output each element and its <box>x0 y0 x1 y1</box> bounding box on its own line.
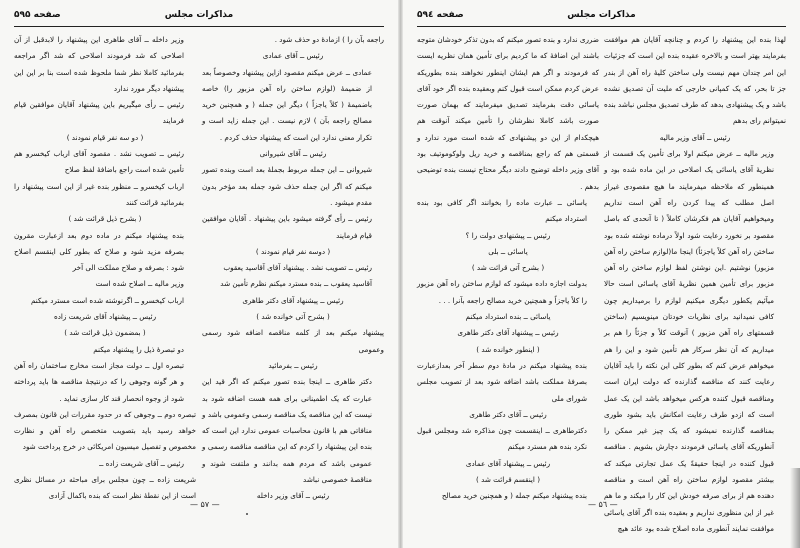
paragraph: شیروانی ــ این جمله مربوط بجملهٔ بعد است وبنده تصور میکنم که اگر این جمله حذف شود جمله بعد مؤخر بدون مقدم میشود . <box>202 165 372 207</box>
paragraph: ( اینطور خوانده شد ) <box>476 344 540 354</box>
paragraph: تبصره دوم ــ وجوهی که در حدود مقررات این قانون بمصرف خواهد رسید باید بتصویب متخصص راه آهن و نظارت مخصوص و تفصیل میسیون امریکائی در خرج پرداخت شود <box>14 409 196 452</box>
paragraph: رئیس ــ آقای شیروانی <box>259 149 327 159</box>
paragraph: رئیس ــ پیشنهاد آقای شریعت زاده <box>53 312 157 322</box>
paragraph: رئیس ــ آقای شریعت زاده ــ <box>99 458 184 468</box>
paragraph: بنده پیشنهاد میکنم در مادهٔ دوم سطر آخر بعدازعبارت بصرفهٔ مملکت باشد اضافه شود بعد از تصویب مجلس شورای ملی <box>417 360 587 403</box>
paragraph: یاسائی ــ عبارت ماده را بخوانند اگر کافی بود بنده استرداد میکنم <box>417 197 587 224</box>
page-footer-number: — ۵٦ — <box>588 500 618 509</box>
paragraph: بنده پیشنهاد میکنم در ماده دوم بعد ازعبارت مقرون بصرفه مزید شود و صلاح که بطور کلی اینقسم اصلاح شود : بصرفه و صلاح مملکت الی آخر <box>14 230 184 273</box>
paragraph: بنده پیشنهاد میکنم جمله ( و همچنین خرید مصالح <box>441 491 587 501</box>
paragraph: وزیر مالیه ــ اصلاح شده است <box>95 279 184 289</box>
paragraph: ضرری ندارد و بنده تصور میکنم که بدون تذکر خودشان متوجه باشند این اضافهٔ که ما کردیم برای تأمین همان نظریه ایست که فرمودند و اگر هم ایشان اینطور نخواهند بنده بطوریکه عرض کردم ممکن است قبول کنم وبعقیده بنده اگر خود آقای یاسائی دقت بفرمایند تصدیق میفرمایند که بهمان صورت صورت باشد کاملا نظرشان را تأمین میکند آنوقت هم هیچکدام از این دو پیشنهادی که شده است مورد ندارد و قسمتی هم که راجع بمناقصه و خرید ریل ولوکوموتیف بود آقای وزیر داخله توضیح دادند دیگر محتاج نیست بنده توضیحی بدهم . <box>417 35 599 191</box>
paragraph: ارباب کیخسرو ــ اگرنوشته شده است مسترد میکنم <box>30 295 184 305</box>
right-page <box>403 0 800 548</box>
running-title: مذاکرات مجلس <box>164 10 234 20</box>
paragraph: دکتر طاهری ــ اینجا بنده تصور میکنم که اگر قید این عبارت که یک اطمینانی برای همه هست اضافه شود بد نیست که این مناقصه یک مناقصه رسمی وعمومی باشد و منافاتی هم با قانون محاسبات عمومی ندارد این است که بنده این پیشنهاد را کردم که این مناقصه مناقصه رسمی و عمومی باشد که مردم همه بدانند و ملتفت شوند و مناقصهٔ خصوصی نباشد <box>202 377 372 485</box>
paragraph: ( اینقسم قرائت شد ) <box>476 475 540 485</box>
paragraph: ( بشرح آتی قرائت شد ) <box>471 263 545 273</box>
paragraph: ( بشرح ذیل قرائت شد ) <box>68 214 142 224</box>
page-header <box>14 10 384 26</box>
paragraph: رئیس ــ آقای عمادی <box>262 51 324 61</box>
paragraph: رئیس ــ آقای وزیر داخله <box>256 491 330 501</box>
text-column-right <box>604 32 786 533</box>
paragraph: رئیس ــ تصویب نشد . پیشنهاد آقای آقاسید یعقوب <box>223 263 372 273</box>
running-title: مذاکرات مجلس <box>567 10 636 20</box>
text-column-left <box>14 32 196 501</box>
header-rule <box>417 26 786 27</box>
paragraph: رئیس ــ پیشنهادی دولت را ؟ <box>465 230 551 240</box>
paragraph: رئیس ــ پیشنهاد آقای عمادی <box>465 458 551 468</box>
paragraph: یاسائی ــ بنده استرداد میکنم <box>465 312 551 322</box>
paragraph: دکترطاهری ــ اینقسمت چون مذاکره شد ومجلس قبول نکرد بنده هم مسترد میکنم <box>417 426 587 452</box>
paragraph: ( بشرح آتی خوانده شد ) <box>256 312 330 322</box>
text-column-left <box>417 32 599 501</box>
paragraph: رئیس ــ رأی گرفته میشود باین پیشنهاد . آقایان موافقین قیام فرمایند <box>202 214 372 240</box>
paragraph: وزیر داخله ــ آقای طاهری این پیشنهاد را لابدقبل از آن اصلاحی که شد فرمودند اصلاحی که شد اگر مراجعه بفرمائید کاملا نظر شما ملحوظ شده است بنا بر این این پیشنهاد دیگر مورد ندارد <box>14 35 184 93</box>
paragraph: ( دو سه نفر قیام نمودند ) <box>66 132 144 142</box>
page-header <box>417 10 786 26</box>
scan-edge-shadow <box>790 468 800 548</box>
header-rule <box>14 26 384 27</box>
paragraph: بدولت اجازه داده میشود که لوازم ساختن راه آهن مزبور را کلاً یاجزاً و همچنین خرید مصالح راجعه بآنرا . . . <box>417 279 587 305</box>
page-number-label: صفحه ۵۹٤ <box>417 10 464 20</box>
paragraph: تبصره اول ــ دولت مجاز است مخارج ساختمان راه آهن و هر گونه وجوهی را که درنتیجهٔ مناقصه ها باید پرداخته شود از وجوه انحصار قند کار سازی نماید . <box>14 360 184 403</box>
page-number-label: صفحه ۵۹۵ <box>14 10 61 20</box>
paragraph: ارباب کیخسرو ــ منظور بنده غیر از این است پیشنهاد را بفرمائید قرائت کنند <box>14 181 184 207</box>
paragraph: عمادی ــ عرض میکنم مقصود ازاین پیشنهاد وخصوصاً بعد از ضمیمهٔ (لوازم ساختن راه آهن مزبور را) خاصه باضمیمهٔ ( کلاً یاجزاً ) دیگر این جمله ( و همچنین خرید مصالح راجعه بآن ) لازم نیست . این جمله زاید است و تکرار معنی ندارد این است که پیشنهاد حذف کردم . <box>202 67 372 142</box>
paragraph: ( بمضمون ذیل قرائت شد ) <box>64 328 146 338</box>
paragraph: راجعه بآن را ) ازمادهٔ دو حذف شود . <box>274 35 384 44</box>
paragraph: وزیر مالیه ــ عرض میکنم اولا برای تأمین یک قسمت از نظریهٔ آقای یاسائی یک اصلاحی در این ماده شده بود و همینطور که ملاحظه میفرمایند ما هیچ مقصودی غیراز اصل مطلب که پیدا کردن راه آهن است نداریم ومیخواهیم آقایان هم فکرشان کاملاً ( تا آنحدی که باصل مقصود بر نخورد رعایت شود اولاً درماده نوشته شده بود ساختن راه آهن کلاً یاجزئاً) اینجا ما(لوازم ساختن راه آهن مزبور) نوشتیم .این نوشتن لفظ لوازم ساختن راه آهن مزبور برای تأمین همین نظریهٔ آقای یاسائی است حالا میآئیم یکطور دیگری میکنیم لوازم را برمیداریم چون کافی نمیدانید برای نظریات خودتان مینویسیم (ساختن قسمتهای راه آهن مزبور ) آنوقت کلاً و جزئاً را هم بر میداریم که آن نظر سرکار هم تأمین شود و این را هم میخواهم عرض کنم که بطور کلی این نکته را باید آقایان رعایت کنند که مناقصه گذارنده که دولت ایران است ومناقصه قبول کننده هرکس میخواهد باشد این یک عمل است که ازدو طرف رعایت امکانش باید بشود طوری بمناقصه گذارنده نمیشود که یک چیز غیر ممکن را آنطوریکه آقای یاسائی فرمودند دچارش بشویم . مناقصه قبول کننده در اینجا حقیقةً یک عمل تجارتی میکند که بیشتر مقصود لوازم ساختن راه آهن است و مناقصه دهنده هم از برای صرفه خودش این کار را میکند و ما هم غیر از این منظوری نداریم و بعقیده بنده اگر آقای یاسائی موافقت نمایند آنطوری ماده اصلاح شده بود عائد هیچ <box>604 149 774 533</box>
paragraph: رئیس ــ آقای دکتر طاهری <box>469 409 547 419</box>
paragraph: پیشنهاد میکنم بعد از کلمه مناقصه اضافه شود رسمی وعمومی <box>202 328 384 354</box>
paragraph: رئیس ــ بفرمائید <box>268 360 318 370</box>
scan-speck <box>246 513 248 515</box>
page-footer-number: — ۵۷ — <box>190 500 220 509</box>
paragraph: رئیس ــ تصویب نشد . مقصود آقای ارباب کیخسرو هم تأمین شده است راجع باضافهٔ لفظ صلاح <box>14 149 184 175</box>
left-page <box>0 0 398 548</box>
paragraph: دو تبصرهٔ ذیل را پیشنهاد میکنم <box>93 344 184 354</box>
paragraph: آقاسید یعقوب ــ بنده مسترد میکنم نظرم تأمین شد <box>220 279 372 289</box>
paragraph: رئیس ــ پیشنهاد آقای دکتر طاهری <box>457 328 559 338</box>
text-column-right <box>202 32 384 501</box>
paragraph: لهذا بنده این پیشنهاد را کردم و چنانچه آقایان هم موافقت بفرمایند بهتر است و بالاخره عقیده بنده این است که جزئیات این امر چندان مهم نیست ولی ساختن کلیهٔ راه آهن از بندر جز تا بحر، که یک کمپانی خارجی که ملیت آن تصدیق نشده باشد و یک پیشنهادی بدهد که طرف تصدیق مجلس نباشد بنده نمیتوانم رای بدهم <box>604 35 786 126</box>
paragraph: رئیس ــ آقای وزیر مالیه <box>659 132 731 142</box>
paragraph: شریعت زاده ــ چون مجلس برای مباحثه در مسائل نظری است از این نقطهٔ نظر است که بنده باکمال آزادی <box>14 475 196 501</box>
scan-speck <box>708 518 710 520</box>
paragraph: یاسائی ــ بلی <box>488 246 528 256</box>
paragraph: ( دوسه نفر قیام نمودند ) <box>255 246 331 256</box>
paragraph: رئیس ــ پیشنهاد آقای دکتر طاهری <box>242 295 344 305</box>
paragraph: رئیس ــ رأی میگیریم باین پیشنهاد آقایان موافقین قیام فرمایند <box>14 100 184 126</box>
